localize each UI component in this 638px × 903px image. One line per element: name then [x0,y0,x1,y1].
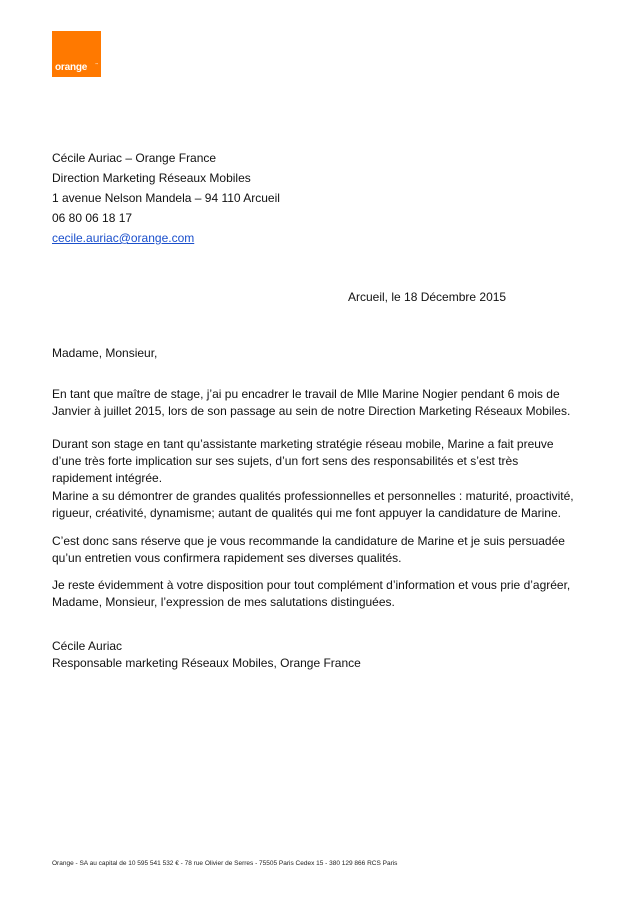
body-paragraph-1: En tant que maître de stage, j’ai pu encadrer le travail de Mlle Marine Nogier pendant 6 mois de Janvier à juillet 2015, lors de son passage au sein de notre Direction Marketing Réseaux Mobiles. [52,387,571,418]
logo-text: orange [55,62,88,73]
logo-trademark: ™ [95,62,98,66]
sender-address: 1 avenue Nelson Mandela – 94 110 Arcueil [52,191,280,205]
sender-block [52,148,280,248]
signature-block [52,638,361,672]
body-paragraph-5: Je reste évidemment à votre disposition pour tout complément d’information et vous prie d’agréer, Madame, Monsieur, l’expression de mes salutations distinguées. [52,578,571,609]
salutation: Madame, Monsieur, [52,346,158,360]
sender-department: Direction Marketing Réseaux Mobiles [52,171,251,185]
body-paragraph-4: C’est donc sans réserve que je vous recommande la candidature de Marine et je suis persuadée qu’un entretien vous confirmera rapidement ses diverses qualités. [52,534,565,565]
legal-footer: Orange - SA au capital de 10 595 541 532 € - 78 rue Olivier de Serres - 75505 Paris Cedex 15 - 380 129 866 RCS Paris [52,860,398,867]
body-paragraph-2: Durant son stage en tant qu’assistante marketing stratégie réseau mobile, Marine a fait preuve d’une très forte implication sur ses sujets, d’un fort sens des responsabilités et s’est très rapidement intégrée. [52,437,554,485]
sender-email-link[interactable]: cecile.auriac@orange.com [52,231,195,245]
sender-phone: 06 80 06 18 17 [52,211,133,225]
body-paragraph-3: Marine a su démontrer de grandes qualités professionnelles et personnelles : maturité, proactivité, rigueur, créativité, dynamisme; autant de qualités qui me font appuyer la candidature de Marine. [52,489,574,520]
sender-name: Cécile Auriac – Orange France [52,151,217,165]
date-line: Arcueil, le 18 Décembre 2015 [348,290,507,304]
orange-logo [52,31,101,77]
signature-name: Cécile Auriac [52,639,123,653]
signature-title: Responsable marketing Réseaux Mobiles, Orange France [52,656,361,670]
